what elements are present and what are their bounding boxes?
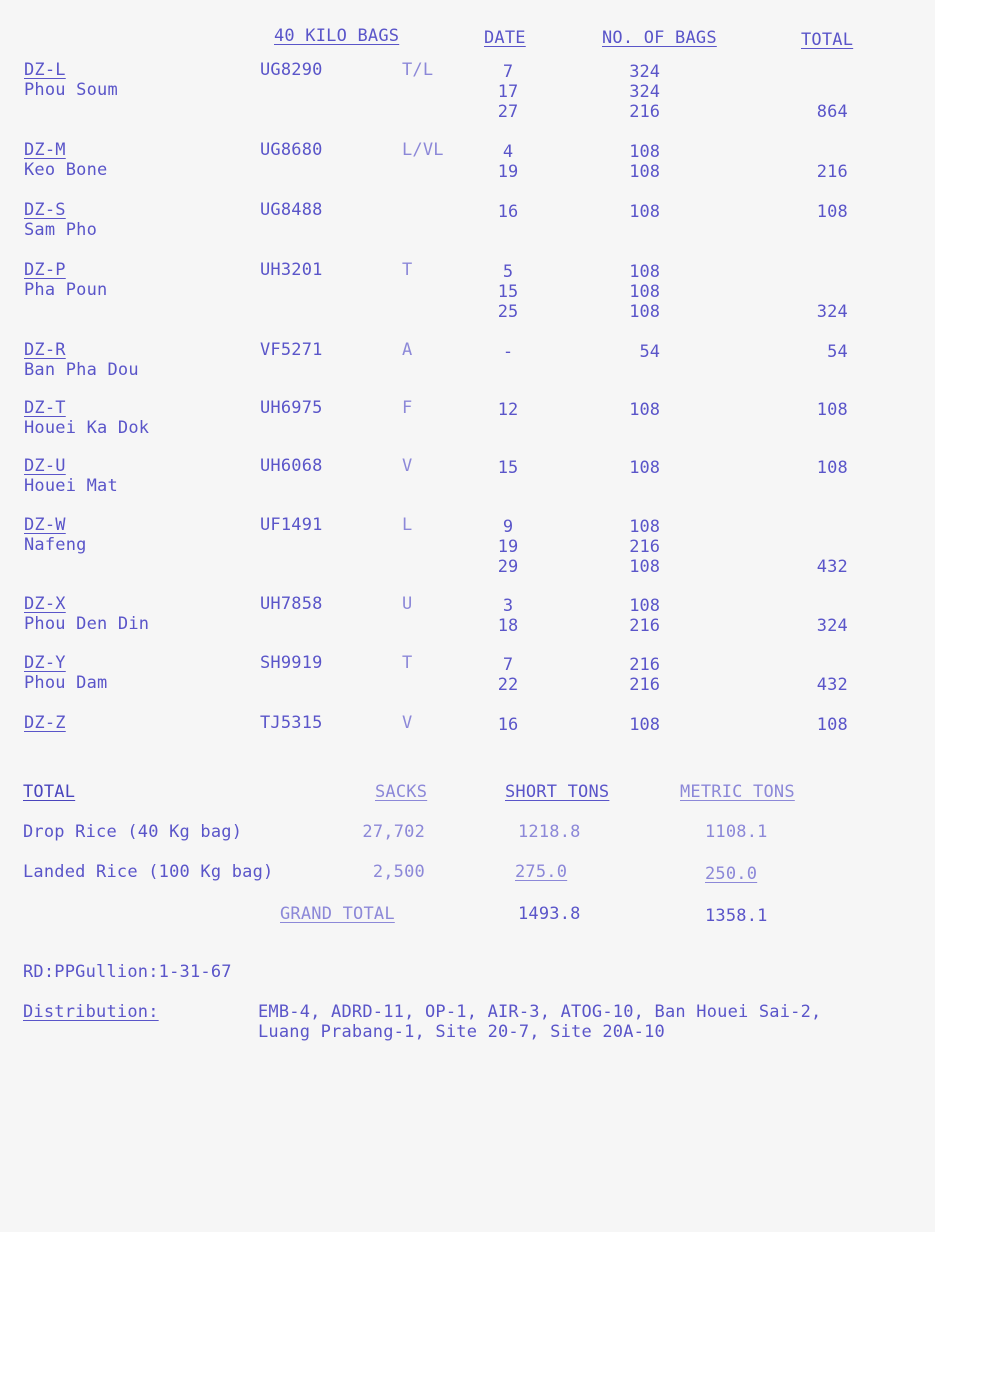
row-bag-count: 108 <box>629 557 660 577</box>
row-code: DZ-R <box>24 340 66 360</box>
row-coordinates: UH6975 <box>260 398 323 418</box>
row-dates <box>485 342 531 362</box>
drop-rice-sacks: 27,702 <box>362 822 425 842</box>
drop-rice-short-tons: 1218.8 <box>518 822 581 842</box>
row-mark: F <box>402 398 413 418</box>
row-total: 324 <box>816 616 848 636</box>
row-date: 22 <box>497 675 519 695</box>
header-total: TOTAL <box>801 30 854 50</box>
row-total: 108 <box>816 202 848 222</box>
drop-rice-label: Drop Rice (40 Kg bag) <box>23 822 243 842</box>
row-date: 16 <box>497 202 519 222</box>
summary-title: TOTAL <box>23 782 76 802</box>
row-bag-count: 216 <box>629 655 660 675</box>
row-bag-count: 216 <box>629 537 660 557</box>
row-bag-counts <box>615 342 660 362</box>
header-date: DATE <box>484 28 526 48</box>
row-coordinates: UG8680 <box>260 140 323 160</box>
drop-rice-metric-tons: 1108.1 <box>705 822 768 842</box>
row-date: 17 <box>497 82 519 102</box>
row-date: 4 <box>502 142 514 162</box>
row-dates <box>485 400 531 420</box>
row-bag-count: 108 <box>629 202 660 222</box>
row-code: DZ-M <box>24 140 66 160</box>
row-coordinates: UF1491 <box>260 515 323 535</box>
row-total: 54 <box>827 342 848 362</box>
summary-header-metric-tons: METRIC TONS <box>680 782 795 802</box>
row-coordinates: VF5271 <box>260 340 323 360</box>
row-code: DZ-X <box>24 594 66 614</box>
row-dates <box>485 62 531 122</box>
row-mark: U <box>402 594 413 614</box>
row-bag-count: 108 <box>629 458 660 478</box>
row-bag-counts <box>615 655 660 695</box>
row-total: 108 <box>816 458 848 478</box>
row-total: 432 <box>816 675 848 695</box>
distribution-line-2: Luang Prabang-1, Site 20-7, Site 20A-10 <box>258 1022 665 1042</box>
summary-header-sacks: SACKS <box>375 782 428 802</box>
row-date: 19 <box>497 537 519 557</box>
row-bag-counts <box>615 517 660 577</box>
row-code: DZ-W <box>24 515 66 535</box>
row-dates <box>485 715 531 735</box>
row-bag-count: 108 <box>629 715 660 735</box>
row-code: DZ-S <box>24 200 66 220</box>
row-bag-count: 108 <box>629 517 660 537</box>
row-bag-counts <box>615 458 660 478</box>
row-place: Keo Bone <box>24 160 108 180</box>
row-date: 27 <box>497 102 519 122</box>
row-total: 432 <box>816 557 848 577</box>
row-dates <box>485 202 531 222</box>
row-place: Phou Den Din <box>24 614 150 634</box>
landed-rice-sacks: 2,500 <box>372 862 425 882</box>
row-bag-count: 324 <box>629 62 660 82</box>
landed-rice-short-tons: 275.0 <box>515 862 568 882</box>
row-date: 5 <box>502 262 514 282</box>
header-no-of-bags: NO. OF BAGS <box>602 28 717 48</box>
row-bag-count: 216 <box>629 102 660 122</box>
row-mark: T <box>402 653 413 673</box>
row-place: Nafeng <box>24 535 87 555</box>
row-date: 3 <box>502 596 514 616</box>
row-date: 15 <box>497 458 519 478</box>
grand-total-metric-tons: 1358.1 <box>705 906 768 926</box>
row-date: 7 <box>502 655 514 675</box>
row-place: Sam Pho <box>24 220 98 240</box>
row-total: 216 <box>816 162 848 182</box>
row-total: 864 <box>816 102 848 122</box>
landed-rice-label: Landed Rice (100 Kg bag) <box>23 862 274 882</box>
row-code: DZ-Y <box>24 653 66 673</box>
row-place: Phou Dam <box>24 673 108 693</box>
distribution-line-1: EMB-4, ADRD-11, OP-1, AIR-3, ATOG-10, Ban Houei Sai-2, <box>258 1002 822 1022</box>
row-bag-counts <box>615 715 660 735</box>
row-bag-count: 108 <box>629 400 660 420</box>
row-place: Houei Mat <box>24 476 118 496</box>
row-bag-counts <box>615 262 660 322</box>
row-bag-counts <box>615 400 660 420</box>
row-coordinates: UH7858 <box>260 594 323 614</box>
row-coordinates: UG8290 <box>260 60 323 80</box>
row-code: DZ-Z <box>24 713 66 733</box>
row-place: Ban Pha Dou <box>24 360 139 380</box>
row-mark: A <box>402 340 413 360</box>
row-bag-count: 324 <box>629 82 660 102</box>
row-bag-count: 108 <box>629 596 660 616</box>
row-bag-count: 216 <box>629 616 660 636</box>
row-bag-count: 108 <box>629 282 660 302</box>
row-mark: T/L <box>402 60 434 80</box>
row-date: 25 <box>497 302 519 322</box>
grand-total-short-tons: 1493.8 <box>518 904 581 924</box>
row-dates <box>485 262 531 322</box>
row-bag-counts <box>615 142 660 182</box>
landed-rice-metric-tons: 250.0 <box>705 864 758 884</box>
row-coordinates: UH6068 <box>260 456 323 476</box>
row-dates <box>485 458 531 478</box>
row-dates <box>485 142 531 182</box>
row-dates <box>485 517 531 577</box>
row-place: Pha Poun <box>24 280 108 300</box>
row-code: DZ-T <box>24 398 66 418</box>
row-place: Houei Ka Dok <box>24 418 150 438</box>
row-total: 108 <box>816 400 848 420</box>
row-date: - <box>502 342 514 362</box>
row-dates <box>485 596 531 636</box>
row-coordinates: UG8488 <box>260 200 323 220</box>
grand-total-label: GRAND TOTAL <box>280 904 395 924</box>
row-dates <box>485 655 531 695</box>
row-code: DZ-P <box>24 260 66 280</box>
header-40-kilo-bags: 40 KILO BAGS <box>274 26 400 46</box>
row-bag-count: 108 <box>629 142 660 162</box>
row-mark: V <box>402 456 413 476</box>
row-date: 12 <box>497 400 519 420</box>
row-place: Phou Soum <box>24 80 118 100</box>
row-total: 108 <box>816 715 848 735</box>
row-bag-count: 108 <box>629 262 660 282</box>
row-total: 324 <box>816 302 848 322</box>
row-date: 18 <box>497 616 519 636</box>
row-bag-count: 108 <box>629 162 660 182</box>
row-code: DZ-U <box>24 456 66 476</box>
row-mark: L <box>402 515 413 535</box>
row-coordinates: UH3201 <box>260 260 323 280</box>
summary-header-short-tons: SHORT TONS <box>505 782 610 802</box>
row-coordinates: SH9919 <box>260 653 323 673</box>
row-date: 9 <box>502 517 514 537</box>
row-date: 16 <box>497 715 519 735</box>
row-coordinates: TJ5315 <box>260 713 323 733</box>
row-bag-counts <box>615 596 660 636</box>
reference-line: RD:PPGullion:1-31-67 <box>23 962 232 982</box>
row-date: 15 <box>497 282 519 302</box>
row-mark: L/VL <box>402 140 444 160</box>
row-date: 19 <box>497 162 519 182</box>
distribution-label: Distribution: <box>23 1002 159 1022</box>
row-date: 7 <box>502 62 514 82</box>
row-mark: T <box>402 260 413 280</box>
row-bag-count: 54 <box>639 342 660 362</box>
row-date: 29 <box>497 557 519 577</box>
row-bag-counts <box>615 202 660 222</box>
row-bag-count: 108 <box>629 302 660 322</box>
row-mark: V <box>402 713 413 733</box>
row-code: DZ-L <box>24 60 66 80</box>
row-bag-count: 216 <box>629 675 660 695</box>
row-bag-counts <box>615 62 660 122</box>
